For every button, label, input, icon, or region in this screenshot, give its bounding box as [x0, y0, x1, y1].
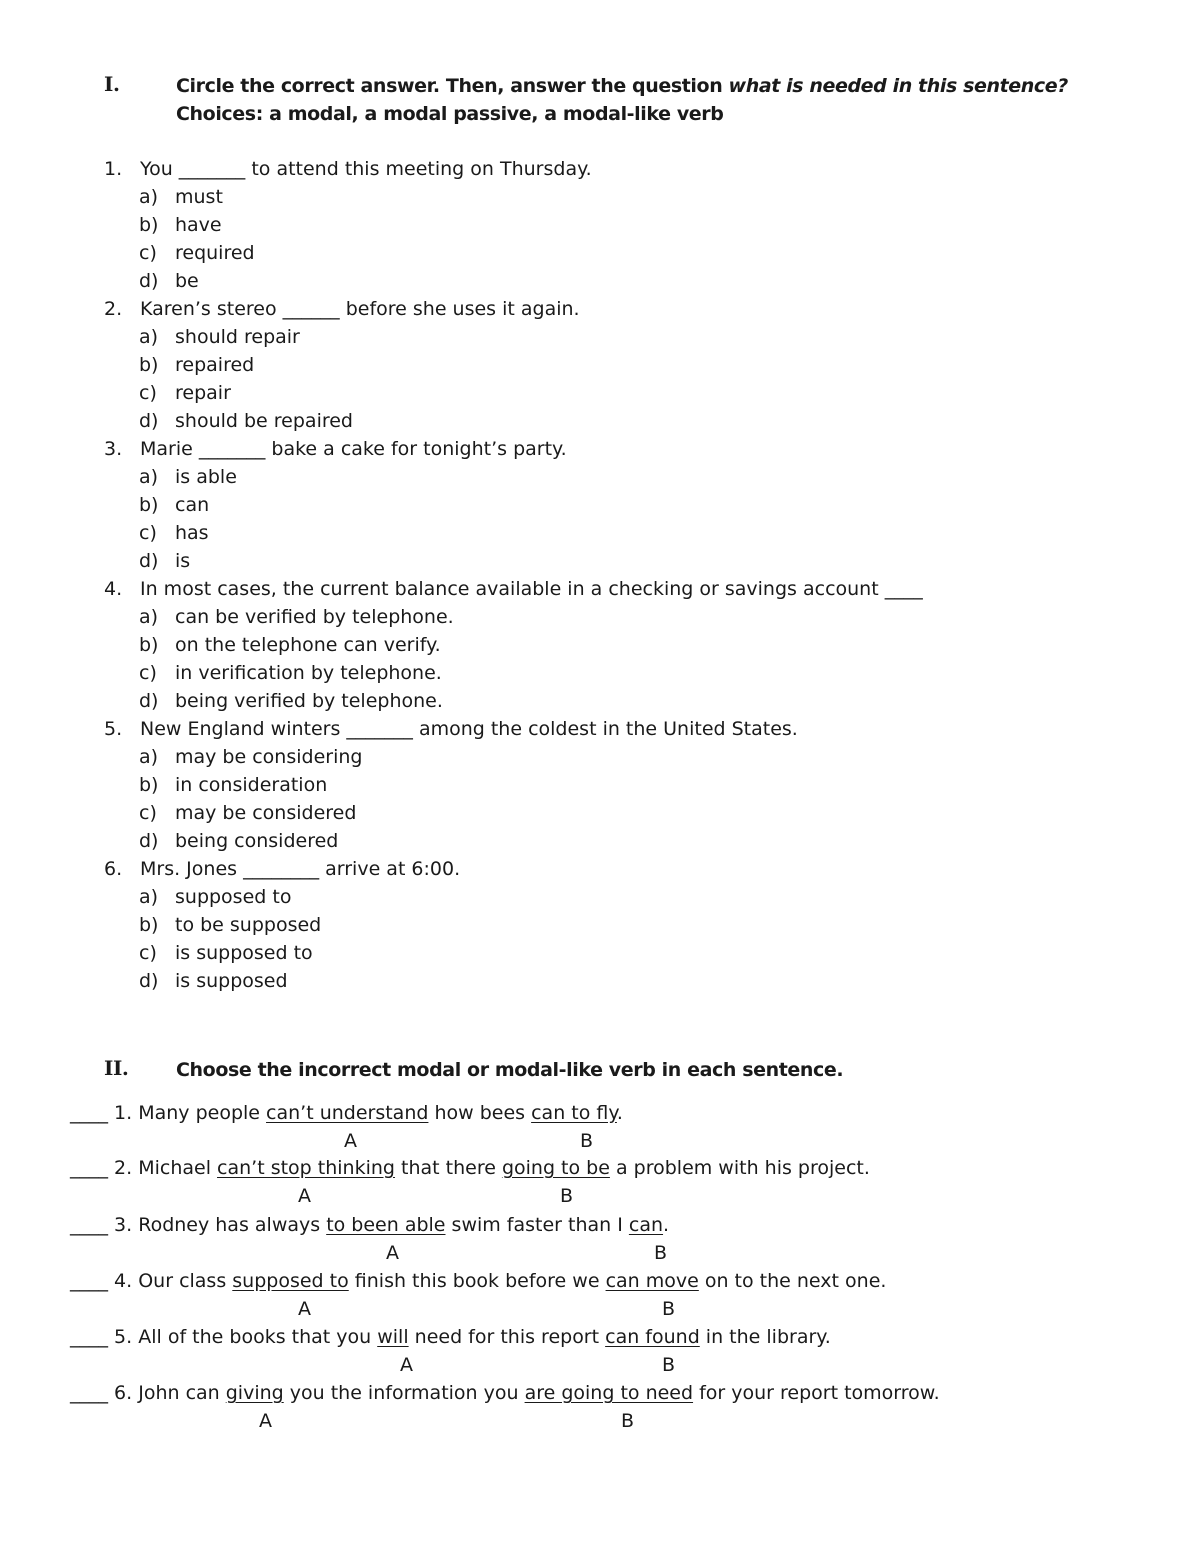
- question: 5. New England winters _______ among the coldest in the United States.: [104, 718, 798, 740]
- answer-option[interactable]: c) in verification by telephone.: [139, 662, 442, 684]
- section-1-numeral: I.: [104, 72, 120, 96]
- option-b-phrase[interactable]: going to be: [501, 1157, 610, 1179]
- label-b: B: [580, 1130, 594, 1152]
- label-b: B: [654, 1242, 668, 1264]
- section-2-instruction: Choose the incorrect modal or modal-like verb in each sentence.: [176, 1059, 844, 1081]
- question: 6. Mrs. Jones ________ arrive at 6:00.: [104, 858, 461, 880]
- answer-blank[interactable]: ____ 4.: [70, 1270, 139, 1292]
- error-sentence: ____ 1. Many people can’t understand how bees can to fly.: [70, 1102, 623, 1124]
- option-a-phrase[interactable]: to been able: [326, 1214, 446, 1236]
- label-a: A: [386, 1242, 399, 1264]
- answer-option[interactable]: b) have: [139, 214, 222, 236]
- label-b: B: [662, 1354, 676, 1376]
- instruction-question: what is needed in this sentence?: [728, 75, 1068, 97]
- option-b-phrase[interactable]: are going to need: [524, 1382, 694, 1404]
- answer-option[interactable]: c) may be considered: [139, 802, 357, 824]
- label-b: B: [662, 1298, 676, 1320]
- answer-option[interactable]: a) is able: [139, 466, 237, 488]
- option-a-phrase[interactable]: giving: [225, 1382, 284, 1404]
- label-b: B: [560, 1185, 574, 1207]
- answer-option[interactable]: a) must: [139, 186, 223, 208]
- answer-option[interactable]: c) has: [139, 522, 209, 544]
- option-a-phrase[interactable]: supposed to: [232, 1270, 349, 1292]
- answer-option[interactable]: d) being considered: [139, 830, 339, 852]
- answer-blank[interactable]: ____ 3.: [70, 1214, 139, 1236]
- label-a: A: [298, 1185, 311, 1207]
- answer-blank[interactable]: ____ 2.: [70, 1157, 139, 1179]
- answer-option[interactable]: c) required: [139, 242, 255, 264]
- answer-option[interactable]: b) in consideration: [139, 774, 328, 796]
- error-sentence: ____ 3. Rodney has always to been able swim faster than I can.: [70, 1214, 670, 1236]
- question: 3. Marie _______ bake a cake for tonight’s party.: [104, 438, 567, 460]
- answer-option[interactable]: d) is supposed: [139, 970, 288, 992]
- error-sentence: ____ 5. All of the books that you will need for this report can found in the library.: [70, 1326, 831, 1348]
- answer-blank[interactable]: ____ 6.: [70, 1382, 139, 1404]
- answer-option[interactable]: c) is supposed to: [139, 942, 313, 964]
- answer-option[interactable]: a) should repair: [139, 326, 300, 348]
- question: 2. Karen’s stereo ______ before she uses it again.: [104, 298, 580, 320]
- answer-option[interactable]: d) is: [139, 550, 191, 572]
- question: 1. You _______ to attend this meeting on Thursday.: [104, 158, 592, 180]
- error-sentence: ____ 2. Michael can’t stop thinking that there going to be a problem with his project.: [70, 1157, 870, 1179]
- option-a-phrase[interactable]: can’t understand: [266, 1102, 429, 1124]
- answer-option[interactable]: a) supposed to: [139, 886, 292, 908]
- option-a-phrase[interactable]: will: [377, 1326, 409, 1348]
- error-sentence: ____ 4. Our class supposed to finish this book before we can move on to the next one.: [70, 1270, 887, 1292]
- answer-option[interactable]: d) being verified by telephone.: [139, 690, 443, 712]
- answer-option[interactable]: b) can: [139, 494, 210, 516]
- label-a: A: [298, 1298, 311, 1320]
- answer-option[interactable]: a) can be verified by telephone.: [139, 606, 454, 628]
- answer-option[interactable]: a) may be considering: [139, 746, 363, 768]
- option-b-phrase[interactable]: can found: [605, 1326, 700, 1348]
- option-b-phrase[interactable]: can: [628, 1214, 664, 1236]
- option-b-phrase[interactable]: can move: [605, 1270, 699, 1292]
- label-a: A: [259, 1410, 272, 1432]
- option-a-phrase[interactable]: can’t stop thinking: [217, 1157, 395, 1179]
- answer-option[interactable]: c) repair: [139, 382, 231, 404]
- section-1-instruction: Circle the correct answer. Then, answer the question what is needed in this sentence? Choices: a modal, a modal passive, a modal-like verb: [176, 75, 1068, 125]
- section-2-numeral: II.: [104, 1056, 129, 1080]
- answer-option[interactable]: d) be: [139, 270, 199, 292]
- option-b-phrase[interactable]: can to fly: [531, 1102, 617, 1124]
- answer-option[interactable]: d) should be repaired: [139, 410, 353, 432]
- answer-blank[interactable]: ____ 1.: [70, 1102, 139, 1124]
- answer-blank[interactable]: ____ 5.: [70, 1326, 139, 1348]
- error-sentence: ____ 6. John can giving you the information you are going to need for your report tomorrow.: [70, 1382, 940, 1404]
- question: 4. In most cases, the current balance available in a checking or savings account ____: [104, 578, 923, 600]
- label-b: B: [621, 1410, 635, 1432]
- answer-option[interactable]: b) on the telephone can verify.: [139, 634, 441, 656]
- answer-option[interactable]: b) to be supposed: [139, 914, 322, 936]
- label-a: A: [344, 1130, 357, 1152]
- label-a: A: [400, 1354, 413, 1376]
- answer-option[interactable]: b) repaired: [139, 354, 255, 376]
